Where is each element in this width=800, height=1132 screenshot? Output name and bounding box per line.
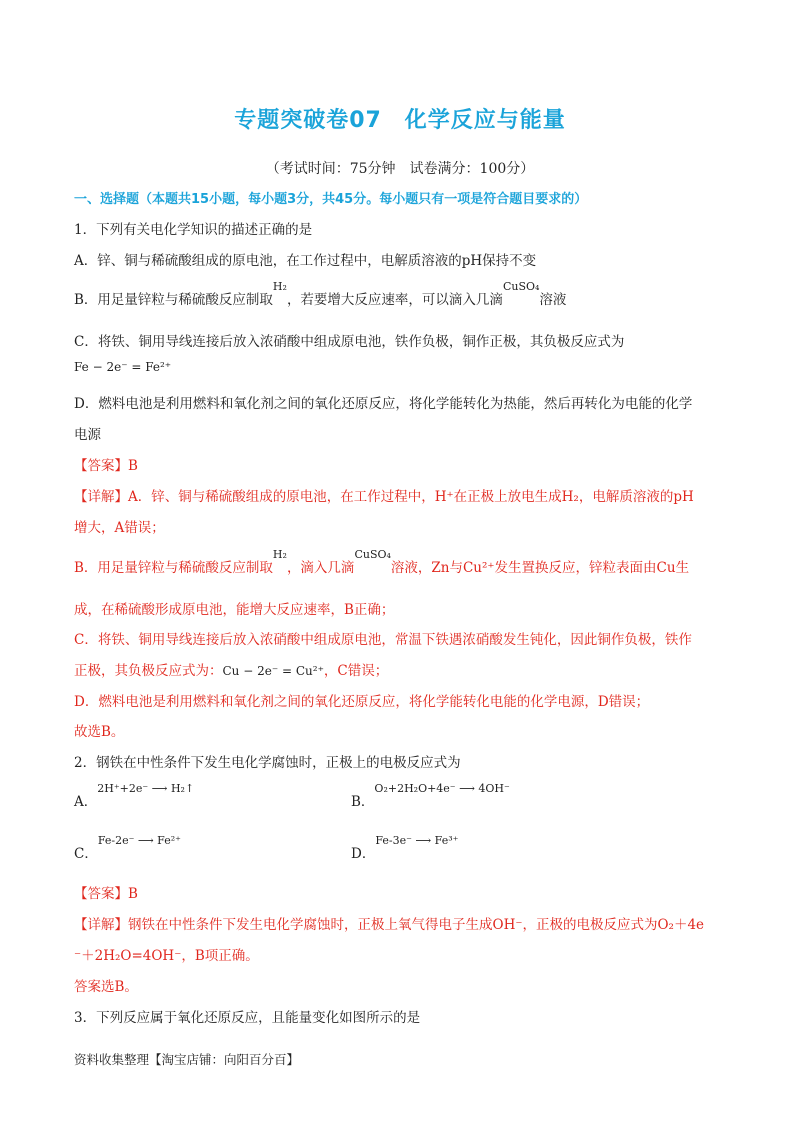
q1-answer: 【答案】B [74, 458, 138, 474]
q1-exp-b-h2: H₂ [272, 548, 287, 561]
q2-option-a-label: A． [74, 794, 98, 810]
q2-option-c-label: C． [74, 846, 98, 862]
q1-option-b-pre: B．用足量锌粒与稀硫酸反应制取 [74, 292, 273, 308]
q2-explanation-end: 答案选B。 [74, 979, 138, 995]
q2-option-d [351, 834, 459, 862]
q2-option-c [74, 834, 181, 862]
q2-option-c-formula: Fe-2e⁻ ⟶ Fe²⁺ [97, 834, 181, 847]
q1-explanation-d: D．燃料电池是利用燃料和氧化剂之间的氧化还原反应，将化学能转化电能的化学电源，D错误； [74, 694, 650, 710]
q2-option-d-formula: Fe-3e⁻ ⟶ Fe³⁺ [375, 834, 459, 847]
q1-explanation-a2: 增大，A错误； [74, 520, 165, 536]
q1-option-b-mid: ，若要增大反应速率，可以滴入几滴 [286, 292, 503, 308]
q2-option-a [74, 782, 195, 810]
q2-stem: 2．钢铁在中性条件下发生电化学腐蚀时，正极上的电极反应式为 [74, 755, 461, 771]
q1-explanation-b1 [74, 548, 690, 576]
exam-info: （考试时间：75分钟 试卷满分：100分） [265, 161, 535, 177]
q1-exp-b-cuso4: CuSO₄ [354, 548, 391, 561]
q2-explanation-1: 【详解】钢铁在中性条件下发生电化学腐蚀时，正极上氧气得电子生成OH⁻，正极的电极反应式为O₂＋4e [74, 917, 705, 933]
q1-stem: 1．下列有关电化学知识的描述正确的是 [74, 222, 313, 238]
q1-exp-c2-post: ，C错误； [323, 663, 389, 679]
q2-option-a-formula: 2H⁺+2e⁻ ⟶ H₂↑ [97, 782, 195, 795]
q1-exp-b-post: 溶液，Zn与Cu²⁺发生置换反应，锌粒表面由Cu生 [390, 560, 690, 576]
q1-option-b-cuso4: CuSO₄ [502, 280, 540, 293]
q3-stem: 3．下列反应属于氧化还原反应，且能量变化如图所示的是 [74, 1010, 421, 1026]
q2-option-d-label: D． [351, 846, 376, 862]
q1-option-c-formula: Fe − 2e⁻ = Fe²⁺ [74, 360, 172, 374]
q1-explanation-c2 [74, 659, 388, 679]
q1-exp-b-mid: ，滴入几滴 [286, 560, 355, 576]
q1-option-c: C．将铁、铜用导线连接后放入浓硝酸中组成原电池，铁作负极，铜作正极，其负极反应式为 [74, 334, 625, 350]
q1-option-d-line1: D．燃料电池是利用燃料和氧化剂之间的氧化还原反应，将化学能转化为热能，然后再转化为电能的化学 [74, 396, 693, 412]
q1-option-b-h2: H₂ [272, 280, 287, 293]
q1-option-a: A．锌、铜与稀硫酸组成的原电池，在工作过程中，电解质溶液的pH保持不变 [74, 253, 537, 269]
q2-explanation-2: ⁻＋2H₂O=4OH⁻，B项正确。 [74, 948, 259, 964]
q1-explanation-c1: C．将铁、铜用导线连接后放入浓硝酸中组成原电池，常温下铁遇浓硝酸发生钝化，因此铜作负极，铁作 [74, 632, 692, 648]
q2-option-b-formula: O₂+2H₂O+4e⁻ ⟶ 4OH⁻ [374, 782, 510, 795]
q1-exp-c2-formula: Cu − 2e⁻ = Cu²⁺ [222, 664, 324, 678]
footer-note: 资料收集整理【淘宝店铺：向阳百分百】 [74, 1052, 300, 1067]
q1-explanation-a1: 【详解】A．锌、铜与稀硫酸组成的原电池，在工作过程中，H⁺在正极上放电生成H₂，电解质溶液的pH [74, 489, 694, 505]
q2-answer: 【答案】B [74, 886, 138, 902]
q2-option-b [351, 782, 510, 810]
q1-explanation-b2: 成，在稀硫酸形成原电池，能增大反应速率，B正确； [74, 602, 395, 618]
q1-exp-c2-pre: 正极，其负极反应式为： [74, 663, 223, 679]
q2-option-b-label: B． [351, 794, 375, 810]
q1-explanation-end: 故选B。 [74, 724, 125, 740]
page-title: 专题突破卷07 化学反应与能量 [234, 108, 566, 133]
q1-option-d-line2: 电源 [74, 427, 101, 443]
q1-option-b-post: 溶液 [539, 292, 567, 308]
q1-exp-b-pre: B．用足量锌粒与稀硫酸反应制取 [74, 560, 273, 576]
q1-option-b [74, 280, 567, 308]
section-heading: 一、选择题（本题共15小题，每小题3分，共45分。每小题只有一项是符合题目要求的） [74, 192, 588, 207]
